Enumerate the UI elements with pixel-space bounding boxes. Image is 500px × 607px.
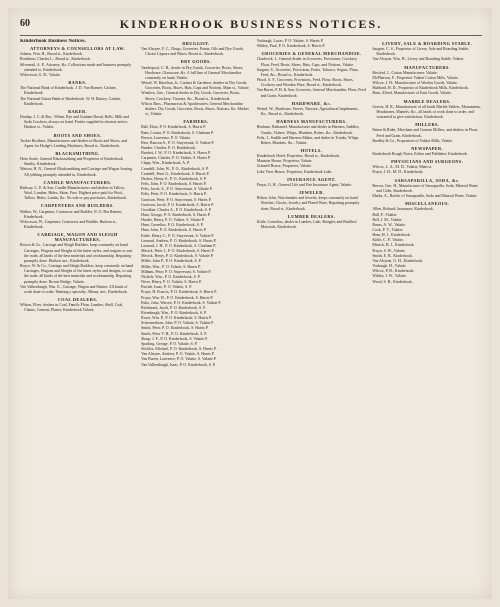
business-entry: Wetsel, W., Hardware, Stoves, Tinware, Agricultural Implements, &c., Broad st., Kinderhook.	[256, 106, 359, 117]
business-entry: Wood, S. B., Kinderhook.	[372, 279, 413, 284]
business-entry: Clapp, Wm., Kinderhook, A. P.	[141, 161, 190, 166]
business-entry: Smith, Peter, P. O. Kinderhook, S. Harris P.	[141, 326, 209, 331]
business-entry: Bain, Louisa, P. O. Kinderhook, S. Chatham P.	[141, 130, 214, 135]
business-entry: Carpenter, Charles, P. O. Valatie, S. Harris P.	[141, 156, 211, 161]
section-heading: MARBLE DEALERS.	[403, 98, 451, 104]
business-entry: Parrish, Isaac, P. O. Valatie, S. P.	[141, 285, 192, 290]
business-entry: Leonard, J. H., P. O. Kinderhook, S. Chatham P.	[141, 243, 216, 248]
section-heading: LIVERY, SALE & BOARDING STABLE.	[382, 41, 473, 46]
business-entry: Crandell, John, W., P. O., Kinderhook, S. P.	[141, 166, 209, 171]
section-heading: DRUGGIST.	[182, 41, 210, 46]
business-entry: Van Buren, P. H. & Son, Groceries, General Merchandise, Flour, Feed and Grain, Kinderhook.	[256, 88, 366, 98]
business-entry: Pultz, John, Warren, P. O. Kinderhook, S. Valatie P.	[141, 300, 222, 305]
business-entry: Felts, Peter, P. O. Kinderhook, S. Harris P.	[141, 192, 207, 197]
business-entry: Rowe, Wm. P., P. O. Kinderhook, S. Harris P.	[141, 316, 212, 321]
section-heading: SARSAPARILLA, SODA, &c.	[394, 177, 460, 183]
section-heading: NEWSPAPER.	[411, 145, 444, 151]
business-entry: Nichols, Wm., P. O. Kinderhook, S. P.	[141, 274, 201, 279]
section-heading: MANUFACTURERS.	[404, 64, 451, 70]
business-entry: Winslow, Geo., General dealer in Dry Goods, Groceries, Boots, Shoes, Crockery, Tinware, &c., Broad st., Kinderhook.	[141, 91, 241, 101]
section-heading: HARDWARE, &c.	[291, 100, 332, 106]
business-entry: Best, Ranson A., P. O. Stuyvesant, S. Valatie P.	[141, 140, 215, 145]
business-entry: Watson, H. N., General Blacksmithing and Carriage and Wagon Ironing. All jobbing promptly attended to, Kinderhook.	[20, 167, 133, 177]
business-entry: Vanderpool, C. H., dealer in Dry Goods, Groceries, Boots, Shoes, Hardware, Glassware, &c. A full line of General Merchandise constantly on hand, Valatie.	[141, 65, 244, 80]
business-entry: Tucker Brothers, Manufacturers and dealers in Boots and Shoes, and Agent for Hodge's Leading Machines, Broad st., Kinderhook.	[20, 138, 127, 148]
column-3	[257, 39, 367, 379]
business-entry: Wilson, Elver, dealers in Coal, Family Flour, Lumber, Shell, Coal, Chains, Cement, Plaster, Kinderhook Valatie.	[20, 303, 124, 313]
business-entry: Bunker, Charles, P. O. Kinderhook.	[141, 145, 197, 150]
business-entry: Sharp, J. F., P. O. Kinderhook, S. Valatie P.	[141, 336, 208, 341]
business-entry: Pruyn, Wm. H., P. O. Kinderhook, S. Harris P.	[141, 295, 214, 300]
business-entry: Van Alstyne, F. C., Drugs, Groceries, Paints, Oils and Dye Goods, Choice Liquors and Wines, Broad st., Kinderhook.	[141, 47, 244, 57]
business-entry: Leonard, Andrew, P. O. Kinderhook, S. Harris P.	[141, 238, 217, 243]
business-entry: Dunlap, J. C. & Bro., Wheat, Rye and Graham Bread, Rolls, Milk and Soda Crackers, always on hand. Parties supplied in shortest notice, Hudson st., Valatie.	[20, 115, 129, 130]
business-entry: Pruyn, J. H., M. D., Kinderhook.	[372, 170, 424, 175]
document-page	[8, 8, 492, 599]
business-entry: Goodhue, Charles A., P. O. Kinderhook, S. P.	[141, 207, 212, 212]
business-entry: Smith, E. B., Kinderhook.	[372, 253, 413, 258]
column-4	[372, 39, 482, 379]
business-entry: Wilcox, L. A., M. D., Valatie, Main st.	[372, 165, 432, 170]
section-heading: COAL DEALERS.	[57, 297, 98, 303]
business-entry: Stickles, Michael, P. O. Kinderhook, S. Harris P.	[141, 347, 217, 352]
business-entry: Wilcox Bros., Pharmacists & Apothecaries, General Merchandise dealers. Dry Goods, Groceries, Boots, Shoes, Notions, &c. Market st., Valatie.	[141, 101, 249, 117]
business-entry: Mesick, H. J., Kinderhook.	[372, 243, 415, 248]
section-heading: INSURANCE AGENT.	[287, 176, 336, 182]
business-entry: Crandell, Peter G., Kinderhook, S. Harris P.	[141, 171, 210, 176]
section-heading: ATTORNEYS & COUNSELLORS AT LAW.	[30, 46, 125, 52]
business-entry: Smith, Peter V. H., P. O. Kinderhook, S. P.	[141, 331, 208, 336]
section-heading: HOTELS.	[300, 147, 323, 153]
business-entry: Benham, Nathaniel, Manufacturer and dealer in Harness, Saddles, Trunks, Valises, Whips, Blankets, Robes, &c., Kinderhook.	[256, 125, 360, 135]
business-entry: Mansion House, Proprietor, Valatie.	[256, 159, 313, 164]
business-entry: Rivenburgh, Wm., P. O. Kinderhook, S. P.	[141, 310, 207, 315]
section-heading: BAKER.	[68, 108, 87, 114]
business-entry: Sparling, George, P. O. Valatie, S. P.	[141, 341, 198, 346]
section-heading: MISCELLANEOUS.	[404, 201, 450, 207]
notice-columns	[20, 39, 482, 379]
business-entry: Van Valkenburgh, Isaac, P. O. Kinderhook, S. P.	[141, 362, 216, 367]
business-entry: Schermerhorn, John, P. O. Valatie, S. Valatie P.	[141, 321, 215, 326]
business-entry: Bell, J. M., Valatie.	[372, 217, 403, 222]
business-entry: Wilcox, P. B., Kinderhook.	[372, 269, 415, 274]
business-entry: Grinnell House, Proprietor, Valatie.	[256, 164, 312, 169]
business-entry: Van Buren, Lawrence, P. O. Valatie, S. Valatie P.	[141, 357, 217, 362]
business-entry: Richmond, Jacob, P. O. Kinderhook, S. P.	[141, 305, 206, 310]
business-entry: Cook, P. V., Valatie.	[372, 228, 404, 232]
section-heading: CARRIAGE, WAGON AND SLEIGH MANUFACTURERS.	[37, 232, 118, 243]
column-1	[20, 39, 135, 379]
business-entry: Ham, George, P. O. Kinderhook, S. Harris P.	[141, 213, 211, 217]
business-entry: Miller, John P., P. O. Kinderhook, S. P.	[141, 259, 202, 264]
business-entry: Wilcoxson, G. B., Valatie.	[20, 72, 61, 77]
section-heading: GROCERIES & GENERAL MERCHANDISE.	[261, 51, 362, 57]
business-entry: Patten & Rider, Merchant and Custom Millers, and dealers in Flour, Feed and Grain, Kinderhook.	[372, 128, 479, 138]
business-entry: Ball, Eliza, P. O. Kinderhook, S. Harris P.	[141, 125, 206, 130]
column-2	[141, 39, 251, 379]
business-entry: Boyce, W. & Co., Carriage and Sleigh Builders, keep constantly on hand Carriages, Wagons and Sleighs of the latest styles and designs, to suit the trade, all kinds of the best materials and workmanship. Repairing promptly done. Brown Bridge, Valatie.	[20, 264, 134, 284]
business-entry: Kinderhook Hotel, Proprietor, Broad st., Kinderhook.	[256, 154, 340, 159]
business-entry: Hilton, John, Watchmaker and Jeweler, keeps constantly on hand Watches, Clocks, Jewelry and Plated Ware, Repairing promptly done, Broad st., Kinderhook.	[256, 196, 360, 211]
column-heading: Kinderhook Business Notices.	[20, 39, 86, 44]
business-entry: Van Alstyne, Wm. H., Livery and Boarding Stable, Valatie.	[372, 57, 465, 62]
page-number: 60	[20, 18, 30, 29]
business-entry: Brown, Lawrence, P. O. Valatie.	[141, 135, 192, 140]
business-entry: Brown, Geo. H., Manufacturer of Sarsaparilla, Soda, Mineral Water and Cider, Kinderhook.	[372, 183, 478, 193]
business-entry: Mesick, Peter J., P. O. Kinderhook, S. Harris P.	[141, 249, 215, 254]
business-entry: Bradshaw, Charles L., Broad st., Kinderhook.	[20, 57, 91, 62]
business-entry: Kittle, Cornelius, dealer in Lumber, Lath, Shingles and Builders' Materials, Kinderhook.	[256, 219, 358, 229]
section-heading: PHYSICIANS AND SURGEONS.	[391, 159, 464, 165]
business-entry: Felts, Jacob, S., P. O. Stuyvesant, S. Valatie P.	[141, 187, 213, 192]
business-entry: Radway, C. E. & Son, Candle Manufacturers and dealers in Tallow, Wool, Lumber, Hides, Skins, Furs. Highest price paid for Wool, Tallow, Hides, Lambs, &c. No sale or pay purchases, Kinderhook.	[20, 185, 128, 201]
business-entry: Wilcox, J. H., Manufacturer of Woolen Goods, Valatie.	[372, 81, 458, 86]
business-entry: Bradley & Co., Proprietors of Valatie Mills, Valatie.	[372, 138, 454, 143]
section-heading: CARPENTERS AND BUILDERS.	[41, 203, 115, 209]
business-entry: Ham, John, P. O. Kinderhook, S. Harris P.	[141, 228, 207, 233]
business-entry: Kittle, Henry C., P. O. Stuyvesant, S. Valatie P.	[141, 233, 215, 238]
business-entry: McPherson, F., Proprietor Valatie Cotton Mills, Valatie.	[372, 75, 459, 80]
business-entry: Sargent, C. S., Proprietor of Livery, Sale and Boarding Stable, Kinderhook.	[372, 47, 470, 57]
business-entry: Hubbard, H. D., Proprietor of Kinderhook Mills, Kinderhook.	[372, 86, 469, 91]
business-entry: Mesick, Henry, P. O. Kinderhook, S. Valatie P.	[141, 254, 214, 259]
page-header	[20, 18, 482, 32]
business-entry: Burdett, J. W., P. O. Kinderhook, S. Harris P.	[141, 151, 211, 156]
business-entry: Graves, H. R., Manufacturer of all kinds Marble Tablets, Monuments, Headstones, Mantels, &c., all kinds of work done to order, and warranted to give satisfaction, Kinderhook.	[372, 104, 482, 120]
business-entry: Ball, F., Valatie.	[372, 212, 398, 217]
business-entry: Felts, J., Saddle and Harness Maker, and dealer in Trunks, Whips, Robes, Blankets, &c., Valatie.	[256, 135, 360, 145]
business-entry: Felts, John, P. O. Kinderhook, S. Harris P.	[141, 182, 207, 187]
business-entry: Kinderhook Rough Notes, Editor and Publisher, Kinderhook.	[372, 151, 468, 156]
business-entry: Marks, A., Bottler of Sarsaparilla, Soda and Mineral Water, Valatie.	[372, 194, 478, 199]
blank-lower-area	[20, 386, 482, 587]
business-entry: Allen, Richard, Insurance, Kinderhook.	[372, 207, 434, 212]
business-entry: Pruyn, G. H., General Life and Fire Insurance Agent, Valatie.	[256, 182, 353, 187]
business-entry: The National Bank of Kinderhook. J. D. Van Bramer, Cashier, Kinderhook.	[20, 86, 117, 96]
business-entry: Niver, Henry, P. O. Valatie, S. Harris P.	[141, 280, 202, 285]
section-heading: HARNESS MANUFACTURERS.	[276, 119, 347, 125]
business-entry: Garrison, Peter, P. O. Stuyvesant, S. Harris P.	[141, 197, 212, 202]
business-entry: Van Alstyne, Andrew, P. O. Valatie, S. Harris P.	[141, 352, 215, 357]
business-entry: Pruyn, H. Francis, P. O. Kinderhook, S. Harris P.	[141, 290, 217, 295]
business-entry: Ham, Cornelius, P. O. Kinderhook, S. P.	[141, 223, 204, 228]
business-entry: Garrison, Jacob, P. O. Kinderhook, S. Harris P.	[141, 202, 214, 207]
business-entry: Brown & Co., Carriage and Sleigh Builders, keep constantly on hand Carriages, Wagons and Sleighs of the latest styles, and wagons to suit the trade, all kinds of the best materials and workmanship. Repairing promptly done. Hudson ave., Kinderhook.	[20, 243, 133, 263]
header-rule	[20, 35, 482, 36]
business-entry: Ham, H. J., Kinderhook.	[372, 233, 411, 238]
business-entry: Wildey, J. W., Valatie.	[372, 274, 407, 279]
business-entry: Pruyn, S. W., Valatie.	[372, 248, 406, 253]
business-entry: Decker, Henry S., P. O., Kinderhook, S. P.	[141, 176, 207, 181]
section-heading: DRY GOODS.	[180, 59, 212, 65]
section-heading: MILLERS.	[415, 122, 440, 128]
business-entry: Van Alstyne, G. H., Kinderhook.	[372, 258, 424, 263]
business-entry: Miller, Wm., P. O. Valatie, S. Harris P.	[141, 264, 201, 269]
section-heading: BANKS.	[68, 80, 87, 86]
business-entry: Chadwick, J., General dealer in Groceries, Provisions, Crockery, Flour, Feed, Boots, Shoes, Hats, Caps, and Notions, Valatie.	[256, 57, 358, 67]
business-entry: Sargent, S., Groceries, Provisions, Fruits, Tobacco, Segars, Flour, Feed, &c., Broad st., Kinderhook.	[256, 67, 359, 77]
business-entry: Vosburgh, Lucas, P. O. Valatie, S. Harris P.	[256, 39, 324, 43]
business-entry: Vosburgh, H., Valatie.	[372, 264, 407, 269]
business-entry: Wetsel, W. Hazelton, Jr., Carhart & Gardener, dealers in Dry Goods, Groceries, Boots, Shoes, Hats, Caps and Notions, Main st., Valatie.	[141, 81, 250, 91]
business-entry: Wood, A. F., Groceries, Provisions, Feed, Flour, Boots, Shoes, Crockery and Wooden Ware, Broad st., Kinderhook.	[256, 78, 354, 88]
business-entry: Walker, W., Carpenter, Contractor and Builder, N. O. Bar Reimer, Kinderhook.	[20, 209, 123, 219]
section-heading: FARMERS.	[183, 119, 209, 125]
business-entry: Van Valkenburgh, Wm. E., Carriage, Wagon and Painter. All kinds of work done to order. Painting a specialty. Albany ave., Kinderhook.	[20, 284, 128, 294]
section-heading: BOOTS AND SHOES.	[53, 132, 102, 138]
business-entry: Lake View House, Proprietor, Kinderhook Lake.	[256, 169, 333, 174]
business-entry: Harder, Henry, P. O. Valatie, S. Valatie P.	[141, 218, 205, 223]
business-entry: Adams, Wm. H., Broad st., Kinderhook.	[20, 52, 83, 57]
section-heading: LUMBER DEALERS.	[287, 213, 336, 219]
business-entry: Hosford, J., Cotton Manufacturer, Valatie.	[372, 70, 438, 75]
business-entry: Ham, Alfred, Manufacturer of Knit Goods, Valatie.	[372, 91, 452, 96]
business-entry: Wildey, Paul, P. O. Kinderhook, S. Harris P.	[256, 44, 326, 49]
business-entry: The National Union Bank of Kinderhook. W. H. Rainey, Cashier, Kinderhook.	[20, 96, 122, 106]
business-entry: Silvernail, A. P., Attorney, &c. Collections made and business promptly attended to, Kinderhook.	[20, 62, 132, 72]
business-entry: Hoes Soule, General Blacksmithing and Proprietor of Kinderhook Smithy, Kinderhook.	[20, 157, 123, 167]
business-entry: Milham, Peter, P. O. Stuyvesant, S. Valatie P.	[141, 269, 212, 274]
section-heading: BLACKSMITHING.	[55, 150, 100, 156]
business-entry: Wilcoxson, W., Carpenter, Contractor and Builder, Hudson st., Kinderhook.	[20, 219, 118, 229]
business-entry: Kittle, C. P., Valatie.	[372, 238, 405, 243]
page-title: KINDERHOOK BUSINESS NOTICES.	[119, 17, 383, 31]
section-heading: JEWELER.	[298, 190, 325, 196]
business-entry: Burns, A. W., Valatie.	[372, 222, 407, 227]
section-heading: CANDLE MANUFACTURERS.	[43, 179, 112, 185]
